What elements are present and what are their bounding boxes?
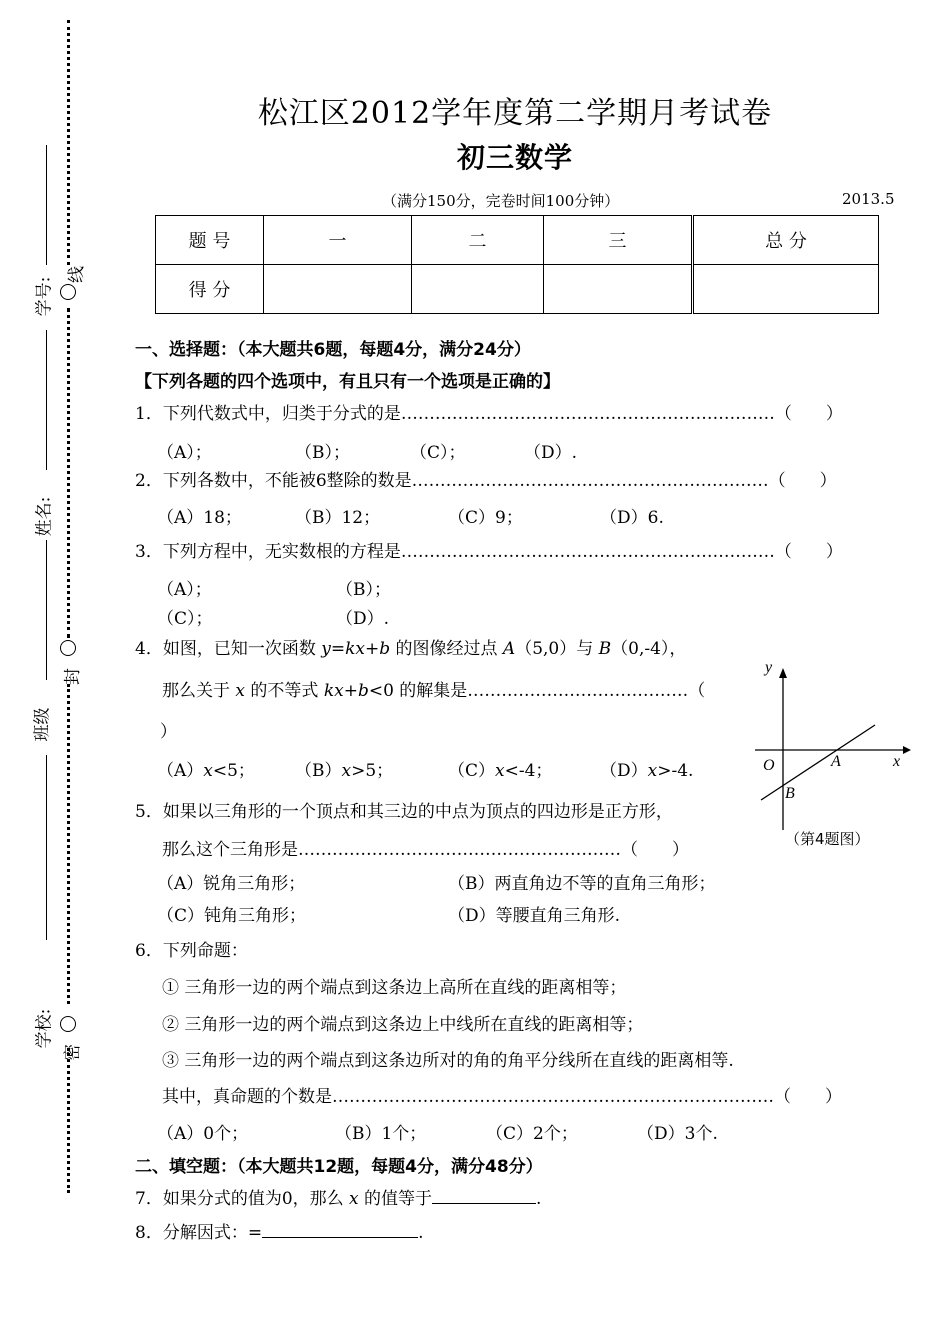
q5-line2: 那么这个三角形是…………………………………………………（ ） <box>162 840 689 860</box>
name-rule <box>46 330 47 470</box>
q3-stem: 3．下列方程中，无实数根的方程是…………………………………………………………（ ） <box>135 542 843 562</box>
q7-answer-blank[interactable] <box>432 1189 536 1204</box>
q1-option-d: （D）. <box>524 443 578 463</box>
seal-seal-label: 密 <box>63 1044 83 1061</box>
q4-line1-text-a: 4．如图，已知一次函数 <box>135 639 322 659</box>
q4-line2 <box>162 676 705 701</box>
student-id-label: 学号: <box>34 276 55 317</box>
section1-note: 【下列各题的四个选项中，有且只有一个选项是正确的】 <box>135 372 560 392</box>
q4-line2-text-a: 那么关于 <box>162 681 236 701</box>
q4-option-c-var: x <box>495 761 505 781</box>
q4-option-b-label: （B） <box>295 761 342 781</box>
q2-option-c: （C）9； <box>448 508 523 528</box>
q4-option-b-var: x <box>341 761 352 781</box>
q5-option-b: （B）两直角边不等的直角三角形； <box>448 874 716 894</box>
q2-stem: 2．下列各数中，不能被6整除的数是………………………………………………………（ ） <box>135 471 837 491</box>
header-part-1: 一 <box>264 216 412 265</box>
y-axis-label: y <box>765 659 773 676</box>
q2-option-d: （D）6. <box>600 508 664 528</box>
q6-proposition-2: ② 三角形一边的两个端点到这条边上中线所在直线的距离相等； <box>162 1015 644 1035</box>
q4-point-a: A <box>502 639 516 659</box>
student-id-rule <box>46 145 47 265</box>
q4-variable-x: x <box>235 681 245 701</box>
q4-option-b <box>295 756 393 781</box>
q2-option-b: （B）12； <box>295 508 381 528</box>
q8-text-pre: 8．分解因式：= <box>135 1223 263 1243</box>
header-total: 总 分 <box>693 216 879 265</box>
seal-circle-line <box>60 284 76 300</box>
school-label: 学校: <box>34 1008 55 1049</box>
q6-proposition-3: ③ 三角形一边的两个端点到这条边所对的角的角平分线所在直线的距离相等. <box>162 1051 734 1071</box>
q4-option-a <box>157 756 255 781</box>
q1-stem: 1．下列代数式中，归类于分式的是…………………………………………………………（ ） <box>135 404 843 424</box>
header-part-2: 二 <box>412 216 544 265</box>
header-part-3: 三 <box>544 216 693 265</box>
x-axis-arrow-icon <box>903 746 911 754</box>
q4-option-c <box>448 756 552 781</box>
q4-line1-text-d: （0,-4）， <box>611 639 687 659</box>
class-rule <box>46 755 47 940</box>
score-cell-total[interactable] <box>693 265 879 314</box>
q4-line2-text-c: <0 的解集是…………………………………（ <box>368 681 706 701</box>
point-a-label: A <box>831 753 841 770</box>
q4-line1-text-b: 的图像经过点 <box>390 639 503 659</box>
seal-circle-fold <box>60 640 76 656</box>
q4-option-a-var: x <box>203 761 213 781</box>
q4-line3: ） <box>160 722 177 742</box>
q1-option-c: （C）； <box>410 443 466 463</box>
q7-end: . <box>536 1189 542 1209</box>
header-question-number: 题 号 <box>156 216 264 265</box>
exam-title: 松江区2012学年度第二学期月考试卷 <box>257 96 773 131</box>
seal-dotted-line-top <box>67 20 70 265</box>
q4-point-b: B <box>598 639 612 659</box>
seal-dotted-line-upper-mid <box>67 308 70 638</box>
score-table-header-row <box>156 216 879 265</box>
q4-line1-text-c: （5,0）与 <box>515 639 599 659</box>
score-cell-part-3[interactable] <box>544 265 693 314</box>
q4-option-d-label: （D） <box>600 761 648 781</box>
x-axis-label: x <box>893 753 901 770</box>
score-table-score-row <box>156 265 879 314</box>
q5-option-a: （A）锐角三角形； <box>157 874 306 894</box>
q5-option-c: （C）钝角三角形； <box>157 906 307 926</box>
q4-option-a-label: （A） <box>157 761 204 781</box>
q6-option-a: （A）0个； <box>157 1124 249 1144</box>
score-cell-part-1[interactable] <box>264 265 412 314</box>
q4-option-d <box>600 756 693 781</box>
q2-option-a: （A）18； <box>157 508 242 528</box>
q8-line <box>135 1218 423 1243</box>
q5-option-d: （D）等腰直角三角形. <box>448 906 621 926</box>
q4-function: y=kx+b <box>321 639 391 659</box>
q4-option-b-text: >5； <box>351 761 394 781</box>
q4-figure <box>745 650 915 860</box>
q1-option-b: （B）； <box>295 443 350 463</box>
function-line <box>761 725 875 800</box>
q4-inequality: kx+b <box>323 681 369 701</box>
q5-line1: 5．如果以三角形的一个顶点和其三边的中点为顶点的四边形是正方形， <box>135 802 673 822</box>
seal-line-label: 线 <box>67 266 87 283</box>
q3-option-b: （B）； <box>336 580 391 600</box>
class-name-rule <box>46 540 47 680</box>
q4-line1 <box>135 634 686 659</box>
q8-answer-blank[interactable] <box>262 1223 418 1238</box>
score-cell-part-2[interactable] <box>412 265 544 314</box>
q6-option-c: （C）2个； <box>486 1124 578 1144</box>
q8-end: . <box>418 1223 424 1243</box>
name-label: 姓名: <box>34 496 55 537</box>
q6-option-b: （B）1个； <box>335 1124 427 1144</box>
class-label: 班级 <box>32 707 53 742</box>
q4-option-c-label: （C） <box>448 761 496 781</box>
exam-date: 2013.5 <box>842 190 895 208</box>
q7-text-pre: 7．如果分式的值为0，那么 <box>135 1189 350 1209</box>
q7-variable-x: x <box>349 1189 359 1209</box>
exam-subtitle: 初三数学 <box>456 141 573 174</box>
point-b-label: B <box>785 785 795 802</box>
exam-info: （满分150分，完卷时间100分钟） <box>382 192 620 210</box>
section1-title: 一、选择题：（本大题共6题，每题4分，满分24分） <box>135 340 531 360</box>
seal-fold-label: 封 <box>63 668 83 685</box>
figure-caption: （第4题图） <box>785 830 870 848</box>
row-score-label: 得 分 <box>156 265 264 314</box>
q3-option-c: （C）； <box>157 609 213 629</box>
q4-option-d-text: >-4. <box>657 761 694 781</box>
q3-option-d: （D）. <box>336 609 390 629</box>
q3-option-a: （A）； <box>157 580 212 600</box>
q4-option-d-var: x <box>647 761 658 781</box>
q7-text-post: 的值等于 <box>358 1189 433 1209</box>
q4-option-a-text: <5； <box>212 761 255 781</box>
q6-option-d: （D）3个. <box>637 1124 718 1144</box>
seal-dotted-line-lower-mid <box>67 684 70 1004</box>
q6-proposition-1: ① 三角形一边的两个端点到这条边上高所在直线的距离相等； <box>162 978 627 998</box>
q4-line2-text-b: 的不等式 <box>245 681 324 701</box>
section2-title: 二、填空题：（本大题共12题，每题4分，满分48分） <box>135 1157 543 1177</box>
q1-option-a: （A）； <box>157 443 212 463</box>
seal-dotted-line-bottom <box>67 1048 70 1193</box>
seal-circle-seal <box>60 1016 76 1032</box>
q7-line <box>135 1184 541 1209</box>
y-axis-arrow-icon <box>779 668 787 678</box>
q6-question: 其中，真命题的个数是……………………………………………………………………（ ） <box>162 1087 842 1107</box>
score-table <box>155 215 879 314</box>
origin-label: O <box>763 757 775 774</box>
q6-stem: 6．下列命题： <box>135 941 248 961</box>
q4-option-c-text: <-4； <box>504 761 553 781</box>
